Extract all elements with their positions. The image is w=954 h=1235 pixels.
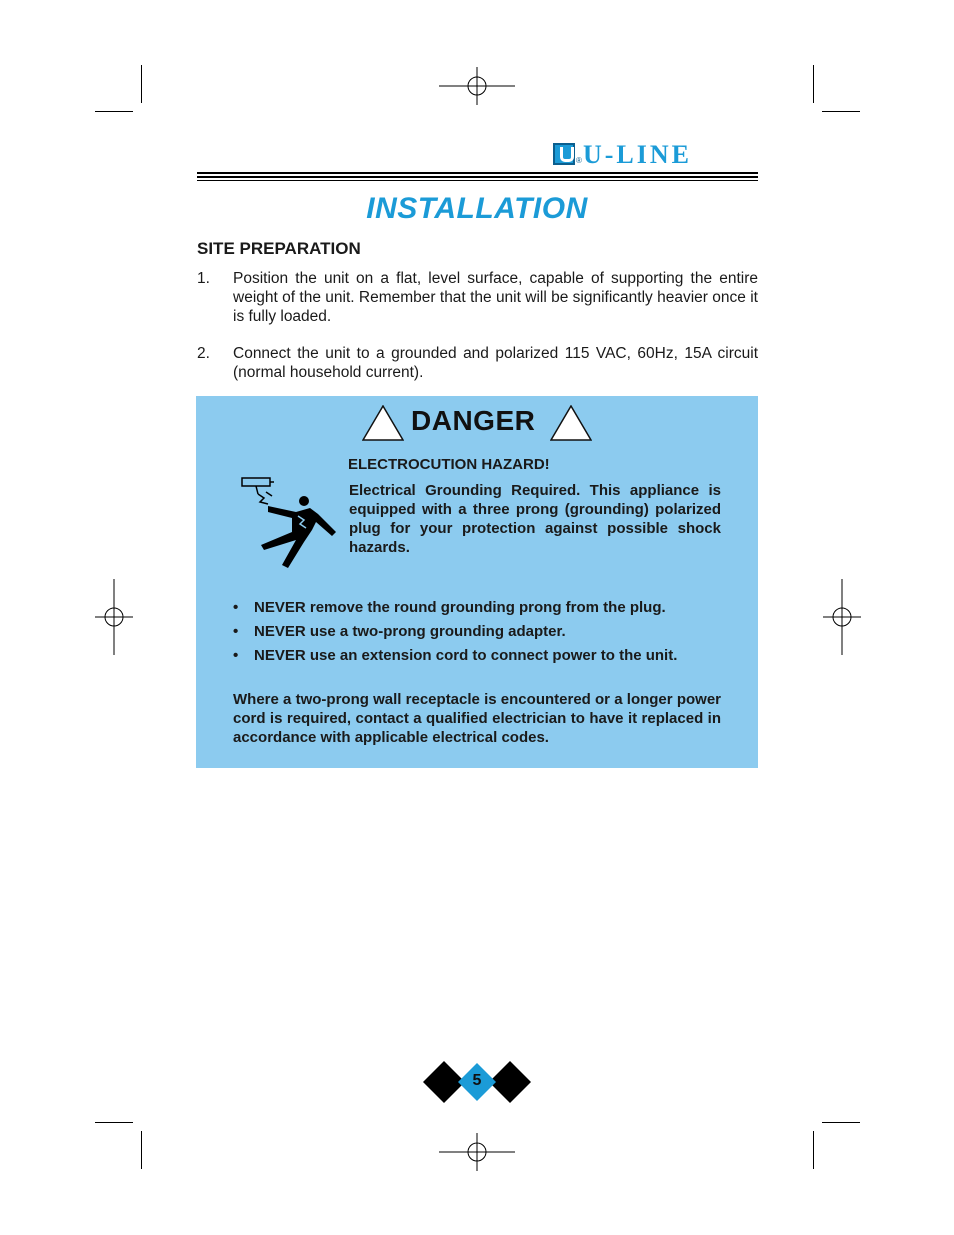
registration-mark-icon (439, 1133, 515, 1171)
list-item (233, 646, 721, 665)
brand-logo (553, 141, 758, 169)
bullet-symbol: • (233, 623, 239, 640)
list-item (233, 622, 721, 641)
crop-mark (95, 1122, 133, 1123)
electric-shock-icon (238, 470, 338, 570)
list-item (197, 344, 758, 382)
bullet-text: use an extension cord to connect power to the unit. (305, 647, 678, 664)
registration-mark-icon (95, 579, 133, 655)
hazard-title: ELECTROCUTION HAZARD! (348, 456, 550, 473)
registration-mark-icon (439, 67, 515, 105)
danger-bullet-list (233, 598, 721, 670)
logo-text: U-LINE (583, 140, 693, 169)
crop-mark (813, 65, 814, 103)
danger-label: DANGER (411, 405, 536, 436)
header-rule (197, 172, 758, 174)
list-item-text: Connect the unit to a grounded and polarized 115 VAC, 60Hz, 15A circuit (normal household current). (233, 345, 758, 381)
crop-mark (95, 111, 133, 112)
bullet-bold: NEVER (254, 599, 306, 616)
crop-mark (822, 1122, 860, 1123)
hazard-text: Electrical Grounding Required. This appliance is equipped with a three prong (grounding) polarized plug for your protection against possible shock hazards. (349, 482, 721, 556)
registration-mark-icon (823, 579, 861, 655)
list-item-number: 2. (197, 345, 210, 362)
crop-mark (141, 65, 142, 103)
page-title: INSTALLATION (366, 192, 588, 225)
list-item (233, 598, 721, 617)
warning-triangle-icon (550, 405, 592, 441)
bullet-symbol: • (233, 599, 239, 616)
crop-mark (813, 1131, 814, 1169)
registered-mark: ® (576, 156, 582, 165)
crop-mark (141, 1131, 142, 1169)
page-number: 5 (472, 1072, 482, 1089)
u-line-logo-icon (553, 143, 575, 165)
header-rule (197, 180, 758, 181)
page-number-badge (422, 1060, 532, 1104)
bullet-bold: NEVER (254, 623, 306, 640)
crop-mark (822, 111, 860, 112)
list-item (197, 269, 758, 326)
list-item-text: Position the unit on a flat, level surface, capable of supporting the entire weight of the unit. Remember that the unit will be significantly heavier once it is fully loaded. (233, 270, 758, 325)
bullet-symbol: • (233, 647, 239, 664)
bullet-bold: NEVER (254, 647, 306, 664)
bullet-text: use a two-prong grounding adapter. (305, 623, 566, 640)
header-rule (197, 176, 758, 178)
section-heading: SITE PREPARATION (197, 239, 361, 258)
warning-triangle-icon (362, 405, 404, 441)
list-item-number: 1. (197, 270, 210, 287)
bullet-text: remove the round grounding prong from the plug. (305, 599, 666, 616)
danger-note: Where a two-prong wall receptacle is encountered or a longer power cord is required, contact a qualified electrician to have it replaced in accordance with applicable electrical codes. (233, 691, 721, 746)
